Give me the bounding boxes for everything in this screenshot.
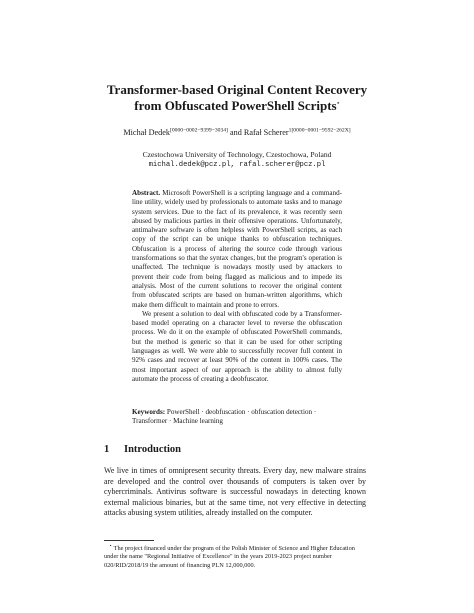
author-1-orcid: [0000−0002−9399−3034] [169, 127, 228, 134]
abstract-paragraph-2: We present a solution to deal with obfuscated code by a Transformer-based model operating on a character level to reverse the obfuscation process. We do it on the example of obfuscated PowerShell commands, but the method is generic so that it can be used for other scripting languages as well. We were able to successfully recover full content in 92% cases and recover at least 90% of the content in 100% cases. The most important aspect of our approach is the ability to almost fully automate the process of creating a deobfuscator. [132, 309, 342, 383]
keywords-label: Keywords: [132, 408, 166, 416]
section-title: Introduction [124, 444, 181, 455]
footnote-text: The project financed under the program of the Polish Minister of Science and Higher Education under the name "Regional Initiative of Excellence" in the years 2019-2023 project number 020/RID/2018/19 the amount of financing PLN 12,000,000. [104, 545, 355, 569]
footnote-mark: ⋆ [109, 543, 113, 549]
title-line-2-wrap [0, 98, 474, 114]
section-number: 1 [104, 444, 110, 455]
title-footnote-mark: ⋆ [336, 101, 340, 107]
author-1-name: Michał Dedek [123, 128, 170, 137]
author-2-name: Rafał Scherer [243, 128, 289, 137]
abstract [132, 189, 342, 384]
affiliation: Czestochowa University of Technology, Czestochowa, Poland [142, 150, 332, 159]
keywords [132, 408, 342, 427]
author-and: and [229, 128, 242, 137]
section-heading [104, 444, 181, 456]
affiliation-block [0, 150, 474, 170]
paper-title [0, 82, 474, 114]
footnote [104, 545, 366, 570]
title-line-2: from Obfuscated PowerShell Scripts [134, 98, 337, 113]
author-emails: michal.dedek@pcz.pl, rafal.scherer@pcz.pl [148, 161, 326, 169]
author-list [0, 128, 474, 138]
author-2-orcid: 1[0000−0001−9592−262X] [288, 127, 351, 134]
intro-paragraph: We live in times of omnipresent security threats. Every day, new malware strains are developed and the control over thousands of computers is taken over by cybercriminals. Antivirus software is successful nowadays in detecting known external malicious binaries, but at the same time, not very effective in detecting attacks abusing system utilities, already installed on the computer. [104, 466, 366, 518]
abstract-text-1: Microsoft PowerShell is a scripting language and a command-line utility, widely used by professionals to automate tasks and to manage system services. Due to the fact of its prevalence, it was recently seen abused by malicious parties in their offensive operations. Unfortunately, antimalware software is often helpless with PowerShell scripts, as each copy of the script can be unique thanks to obfuscation techniques. Obfuscation is a process of altering the source code through various transformations so that the syntax changes, but the program's operation is unaffected. The technique is nowadays mostly used by attackers to prevent their code from being flagged as malicious and to impede its analysis. Most of the current solutions to recover the original content from obfuscated scripts are based on human-written algorithms, which make them difficult to maintain and prone to errors. [132, 189, 342, 309]
abstract-label: Abstract. [132, 189, 161, 197]
title-line-1: Transformer-based Original Content Recovery [106, 82, 368, 97]
abstract-paragraph-1 [132, 189, 342, 310]
keywords-text: PowerShell · deobfuscation · obfuscation detection · Transformer · Machine learning [132, 408, 317, 426]
footnote-divider [104, 540, 154, 541]
